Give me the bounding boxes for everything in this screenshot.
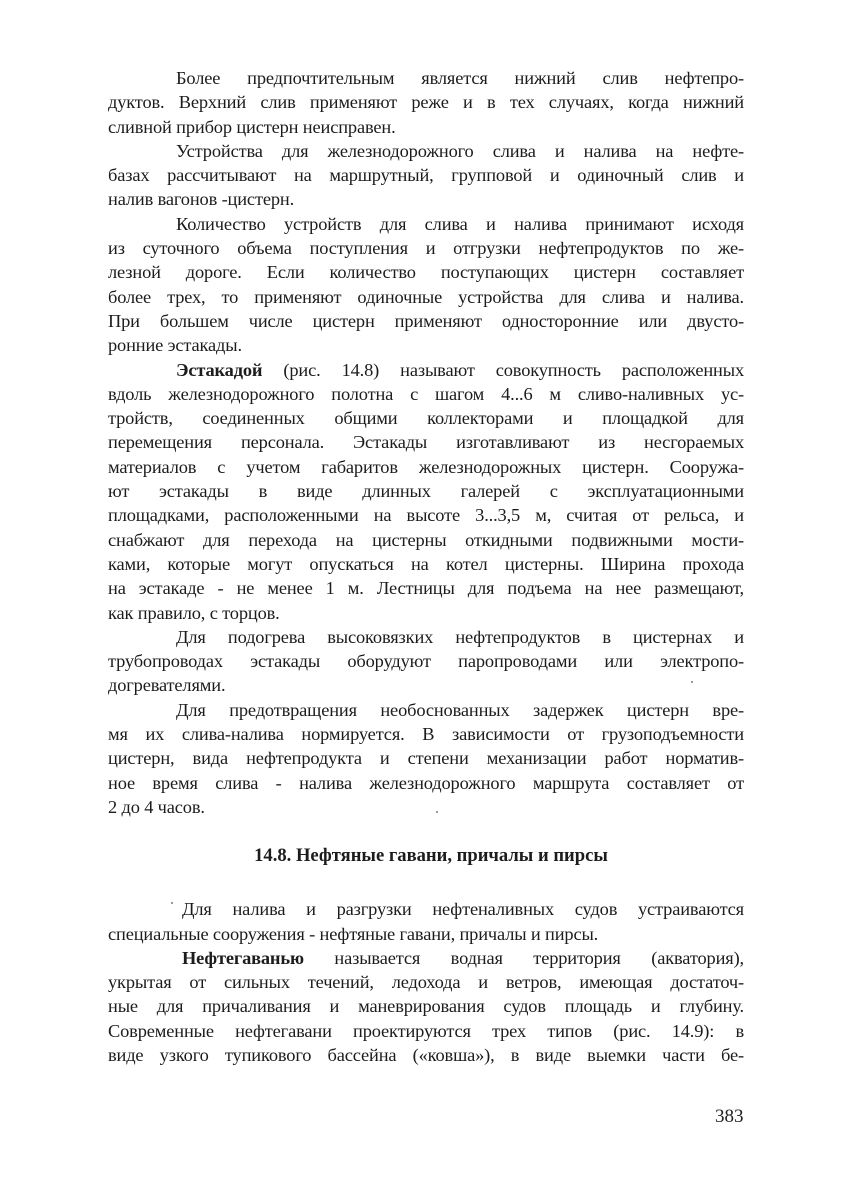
paragraph-5 [108,625,744,698]
text-line: снабжают для перехода на цистерны откидными подвижными мости- [108,529,744,550]
text-line: ют эстакады в виде длинных галерей с эксплуатационными [108,481,744,502]
text-line: Для предотвращения необоснованных задержек цистерн вре- [176,699,744,720]
section-heading: 14.8. Нефтяные гавани, причалы и пирсы [254,845,608,867]
text-line: Количество устройств для слива и налива принимают исходя [176,213,744,234]
text-line: При большем числе цистерн применяют односторонние или двусто- [108,310,744,331]
page-number: 383 [715,1106,744,1127]
text-line: укрытая от сильных течений, ледохода и ветров, имеющая достаточ- [108,972,744,993]
paragraph-estakada [108,358,744,625]
text-line: Для подогрева высоковязких нефтепродуктов в цистернах и [176,626,744,647]
text-line: Устройства для железнодорожного слива и налива на нефте- [176,140,744,161]
text-line: лезной дороге. Если количество поступающих цистерн составляет [108,262,744,283]
text-line: Для налива и разгрузки нефтеналивных судов устраиваются [182,899,744,920]
text-run: (рис. 14.8) называют совокупность расположенных [262,359,744,380]
text-line [108,946,744,970]
text-line: дуктов. Верхний слив применяют реже и в тех случаях, когда нижний [108,92,744,113]
scan-speck [436,811,438,813]
text-line: цистерн, вида нефтепродукта и степени механизации работ норматив- [108,748,744,769]
text-line: догревателями. [108,675,226,696]
text-run: называется водная территория (акватория), [303,947,744,968]
section-paragraph-1 [108,897,744,946]
text-line: перемещения персонала. Эстакады изготавливают из несгораемых [108,432,744,453]
paragraph-3 [108,212,744,358]
text-line: на эстакаде - не менее 1 м. Лестницы для подъема на нее размещают, [108,578,744,599]
text-line: как правило, с торцов. [108,602,280,623]
text-line: ные для причаливания и маневрирования судов площадь и глубину. [108,996,744,1017]
text-line: мя их слива-налива нормируется. В зависимости от грузоподъемности [108,724,744,745]
text-line: трубопроводах эстакады оборудуют паропроводами или электропо- [108,651,744,672]
text-line: Более предпочтительным является нижний слив нефтепро- [176,68,744,88]
paragraph-6 [108,698,744,819]
text-line: виде узкого тупикового бассейна («ковша»), в виде выемки части бе- [108,1044,744,1065]
text-line: из суточного объема поступления и отгрузки нефтепродуктов по же- [108,238,744,259]
paragraph-1 [108,66,744,139]
text-line: более трех, то применяют одиночные устройства для слива и налива. [108,286,744,307]
text-line: специальные сооружения - нефтяные гавани, причалы и пирсы. [108,923,599,944]
paragraph-neftegavan [108,946,744,1067]
text-line: 2 до 4 часов. [108,796,205,817]
text-line: сливной прибор цистерн неисправен. [108,116,396,137]
page-body [108,66,744,1067]
scan-speck [691,681,693,683]
text-line: ками, которые могут опускаться на котел цистерны. Ширина прохода [108,553,744,574]
scan-speck [171,902,173,904]
text-line: материалов с учетом габаритов железнодорожных цистерн. Сооружа- [108,456,744,477]
term-neftegavan: Нефтегаванью [182,947,304,968]
paragraph-2 [108,139,744,212]
text-line: тройств, соединенных общими коллекторами и площадкой для [108,408,744,429]
text-line: ное время слива - налива железнодорожного маршрута составляет от [108,772,744,793]
text-line: налив вагонов -цистерн. [108,189,295,210]
text-line: площадками, расположенными на высоте 3...3,5 м, считая от рельса, и [108,505,744,526]
text-line: вдоль железнодорожного полотна с шагом 4...6 м сливо-наливных ус- [108,383,744,404]
term-estakada: Эстакадой [176,359,263,380]
text-line: базах рассчитывают на маршрутный, групповой и одиночный слив и [108,165,744,186]
text-line [108,358,744,382]
text-line: ронние эстакады. [108,335,242,356]
text-line: Современные нефтегавани проектируются трех типов (рис. 14.9): в [108,1020,744,1041]
